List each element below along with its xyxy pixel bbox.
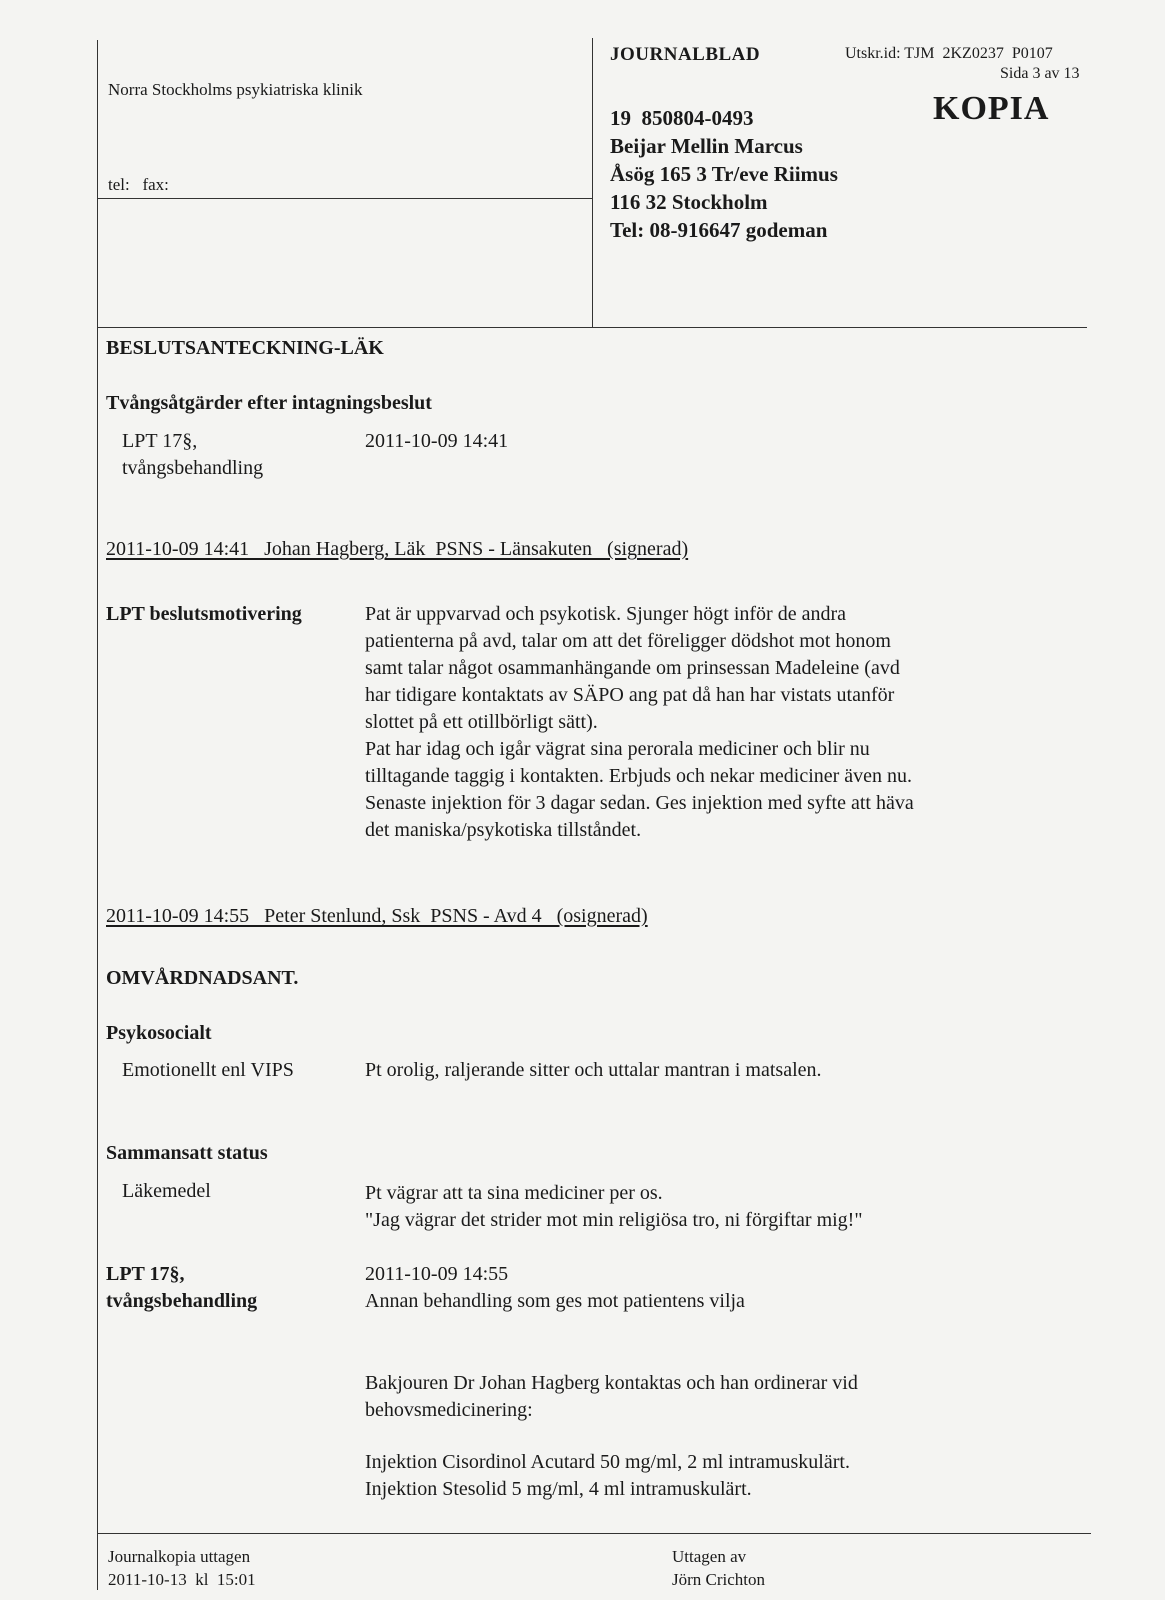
nursing-lpt-label-2: tvångsbehandling — [106, 1290, 258, 1312]
tel-fax: tel: fax: — [108, 175, 169, 194]
header-bottom-line — [97, 327, 1087, 328]
motivation-line: Pat har idag och igår vägrat sina perorala mediciner och blir nu — [365, 738, 870, 760]
emotional-label: Emotionellt enl VIPS — [122, 1059, 294, 1081]
doc-title: JOURNALBLAD — [610, 44, 761, 65]
patient-address: Åsög 165 3 Tr/eve Riimus — [610, 162, 838, 186]
injection-text — [365, 1449, 1085, 1503]
medicine-line: "Jag vägrar det strider mot min religiösa tro, ni förgiftar mig!" — [365, 1209, 863, 1231]
clinic-name: Norra Stockholms psykiatriska klinik — [108, 80, 363, 99]
copy-datetime: 2011-10-13 kl 15:01 — [108, 1570, 256, 1589]
copy-label: Journalkopia uttagen — [108, 1547, 251, 1566]
motivation-line: har tidigare kontaktats av SÄPO ang pat då han har vistats utanför — [365, 684, 895, 706]
decision-lpt-label-2: tvångsbehandling — [122, 457, 264, 479]
oncall-line: Bakjouren Dr Johan Hagberg kontaktas och han ordinerar vid — [365, 1372, 858, 1394]
motivation-line: Pat är uppvarvad och psykotisk. Sjunger högt inför de andra — [365, 603, 847, 625]
header-left-box-bottom — [97, 198, 592, 199]
nursing-lpt-label-1: LPT 17§, — [106, 1263, 185, 1285]
status-heading: Sammansatt status — [106, 1142, 268, 1164]
decision-subheading: Tvångsåtgärder efter intagningsbeslut — [106, 392, 432, 414]
patient-name: Beijar Mellin Marcus — [610, 134, 803, 158]
motivation-text — [365, 601, 1085, 844]
injection-line: Injektion Stesolid 5 mg/ml, 4 ml intramuskulärt. — [365, 1478, 752, 1500]
decision-heading: BESLUTSANTECKNING-LÄK — [106, 337, 384, 359]
medicine-text — [365, 1180, 1085, 1234]
header-divider-line — [592, 38, 593, 328]
emotional-text: Pt orolig, raljerande sitter och uttalar mantran i matsalen. — [365, 1059, 822, 1081]
motivation-line: det maniska/psykotiska tillståndet. — [365, 819, 642, 841]
nursing-heading: OMVÅRDNADSANT. — [106, 967, 299, 989]
psychosocial-heading: Psykosocialt — [106, 1022, 212, 1044]
decision-lpt-label-1: LPT 17§, — [122, 430, 198, 452]
patient-personnummer: 19 850804-0493 — [610, 106, 754, 130]
motivation-line: patienterna på avd, talar om att det föreligger dödshot mot honom — [365, 630, 891, 652]
motivation-line: Senaste injektion för 3 dagar sedan. Ges injektion med syfte att häva — [365, 792, 914, 814]
taken-by-label: Uttagen av — [672, 1547, 747, 1566]
patient-phone: Tel: 08-916647 godeman — [610, 218, 828, 242]
motivation-line: tilltagande taggig i kontakten. Erbjuds och nekar mediciner även nu. — [365, 765, 913, 787]
nursing-lpt-datetime: 2011-10-09 14:55 — [365, 1263, 509, 1285]
motivation-line: slottet på ett otillbörligt sätt). — [365, 711, 598, 733]
motivation-line: samt talar något osammanhängande om prinsessan Madeleine (avd — [365, 657, 900, 679]
nursing-signature-line: 2011-10-09 14:55 Peter Stenlund, Ssk PSNS - Avd 4 (osignerad) — [106, 905, 648, 927]
motivation-label: LPT beslutsmotivering — [106, 603, 302, 625]
medicine-label: Läkemedel — [122, 1180, 211, 1202]
kopia-stamp: KOPIA — [933, 90, 1050, 127]
decision-signature-line: 2011-10-09 14:41 Johan Hagberg, Läk PSNS - Länsakuten (signerad) — [106, 538, 689, 560]
footer-top-line — [97, 1533, 1091, 1534]
medicine-line: Pt vägrar att ta sina mediciner per os. — [365, 1182, 663, 1204]
injection-line: Injektion Cisordinol Acutard 50 mg/ml, 2 ml intramuskulärt. — [365, 1451, 850, 1473]
patient-postal: 116 32 Stockholm — [610, 190, 768, 214]
nursing-lpt-text: Annan behandling som ges mot patientens vilja — [365, 1290, 745, 1312]
page-info: Sida 3 av 13 — [1000, 65, 1080, 82]
decision-lpt-datetime: 2011-10-09 14:41 — [365, 430, 509, 452]
oncall-line: behovsmedicinering: — [365, 1399, 533, 1421]
left-margin-line — [97, 40, 98, 1590]
print-id: Utskr.id: TJM 2KZ0237 P0107 — [845, 45, 1053, 62]
oncall-text — [365, 1370, 1085, 1424]
taken-by-name: Jörn Crichton — [672, 1570, 766, 1589]
